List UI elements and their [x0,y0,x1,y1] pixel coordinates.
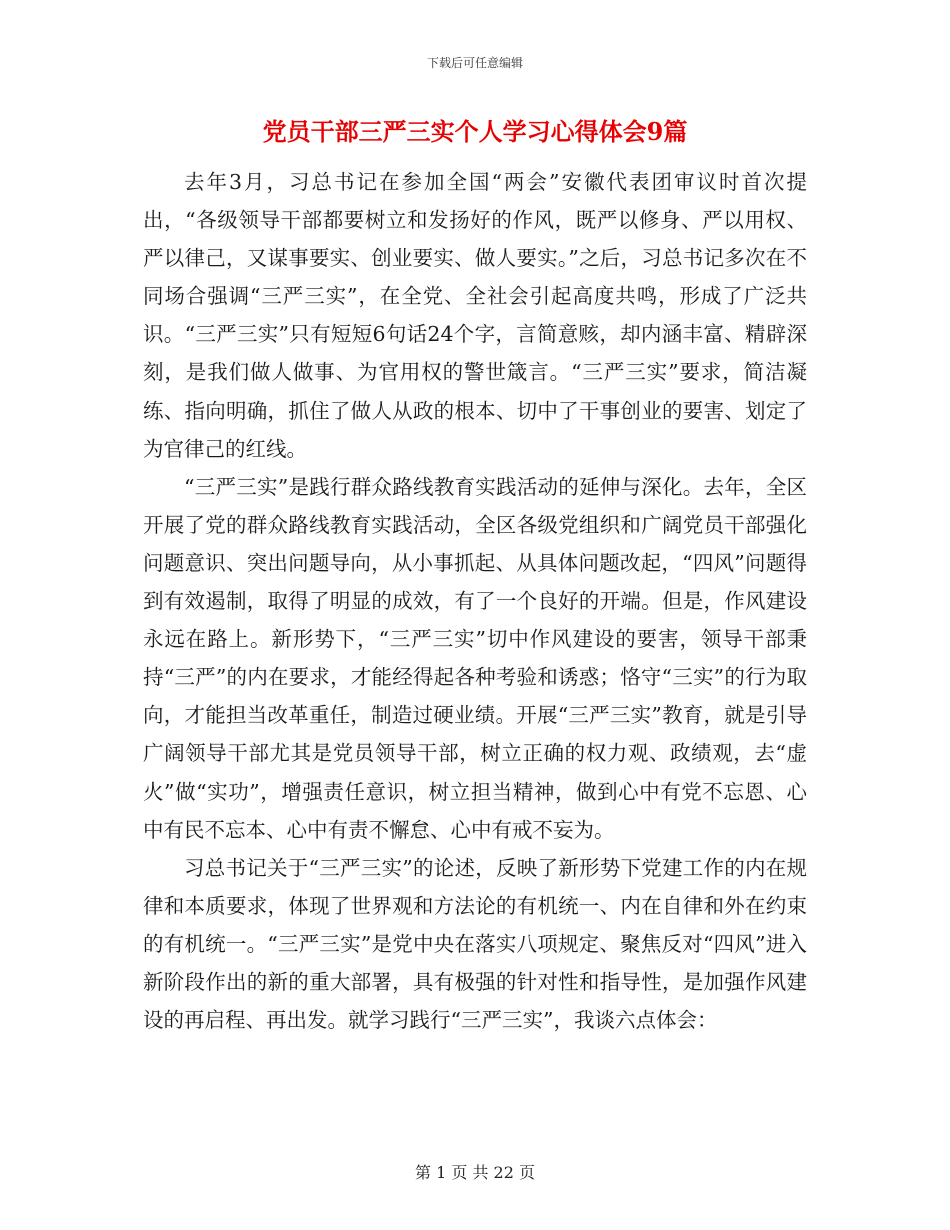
document-title: 党员干部三严三实个人学习心得体会9篇 [262,117,688,146]
body-paragraph-2: “三严三实”是践行群众路线教育实践活动的延伸与深化。去年，全区开展了党的群众路线教育实践活动，全区各级党组织和广阔党员干部强化问题意识、突出问题导向，从小事抓起、从具体问题改起，“四风”问题得到有效遏制，取得了明显的成效，有了一个良好的开端。但是，作风建设永远在路上。新形势下，“三严三实”切中作风建设的要害，领导干部秉持“三严”的内在要求，才能经得起各种考验和诱惑；恪守“三实”的行为取向，才能担当改革重任，制造过硬业绩。开展“三严三实”教育，就是引导广阔领导干部尤其是党员领导干部，树立正确的权力观、政绩观，去“虚火”做“实功”，增强责任意识，树立担当精神，做到心中有党不忘恩、心中有民不忘本、心中有责不懈怠、心中有戒不妄为。 [143,474,807,842]
document-body [143,163,807,1039]
body-paragraph-3: 习总书记关于“三严三实”的论述，反映了新形势下党建工作的内在规律和本质要求，体现了世界观和方法论的有机统一、内在自律和外在约束的有机统一。“三严三实”是党中央在落实八项规定、聚焦反对“四风”进入新阶段作出的新的重大部署，具有极强的针对性和指导性，是加强作风建设的再启程、再出发。就学习践行“三严三实”，我谈六点体会： [143,855,807,1033]
header-note: 下载后可任意编辑 [426,56,523,70]
body-paragraph-1: 去年3月，习总书记在参加全国“两会”安徽代表团审议时首次提出，“各级领导干部都要树立和发扬好的作风，既严以修身、严以用权、严以律己，又谋事要实、创业要实、做人要实。”之后，习总书记多次在不同场合强调“三严三实”，在全党、全社会引起高度共鸣，形成了广泛共识。“三严三实”只有短短6句话24个字，言简意赅，却内涵丰富、精辟深刻，是我们做人做事、为官用权的警世箴言。“三严三实”要求，简洁凝练、指向明确，抓住了做人从政的根本、切中了干事创业的要害、划定了为官律己的红线。 [143,170,807,461]
page-number: 第 1 页 共 22 页 [415,1163,535,1182]
